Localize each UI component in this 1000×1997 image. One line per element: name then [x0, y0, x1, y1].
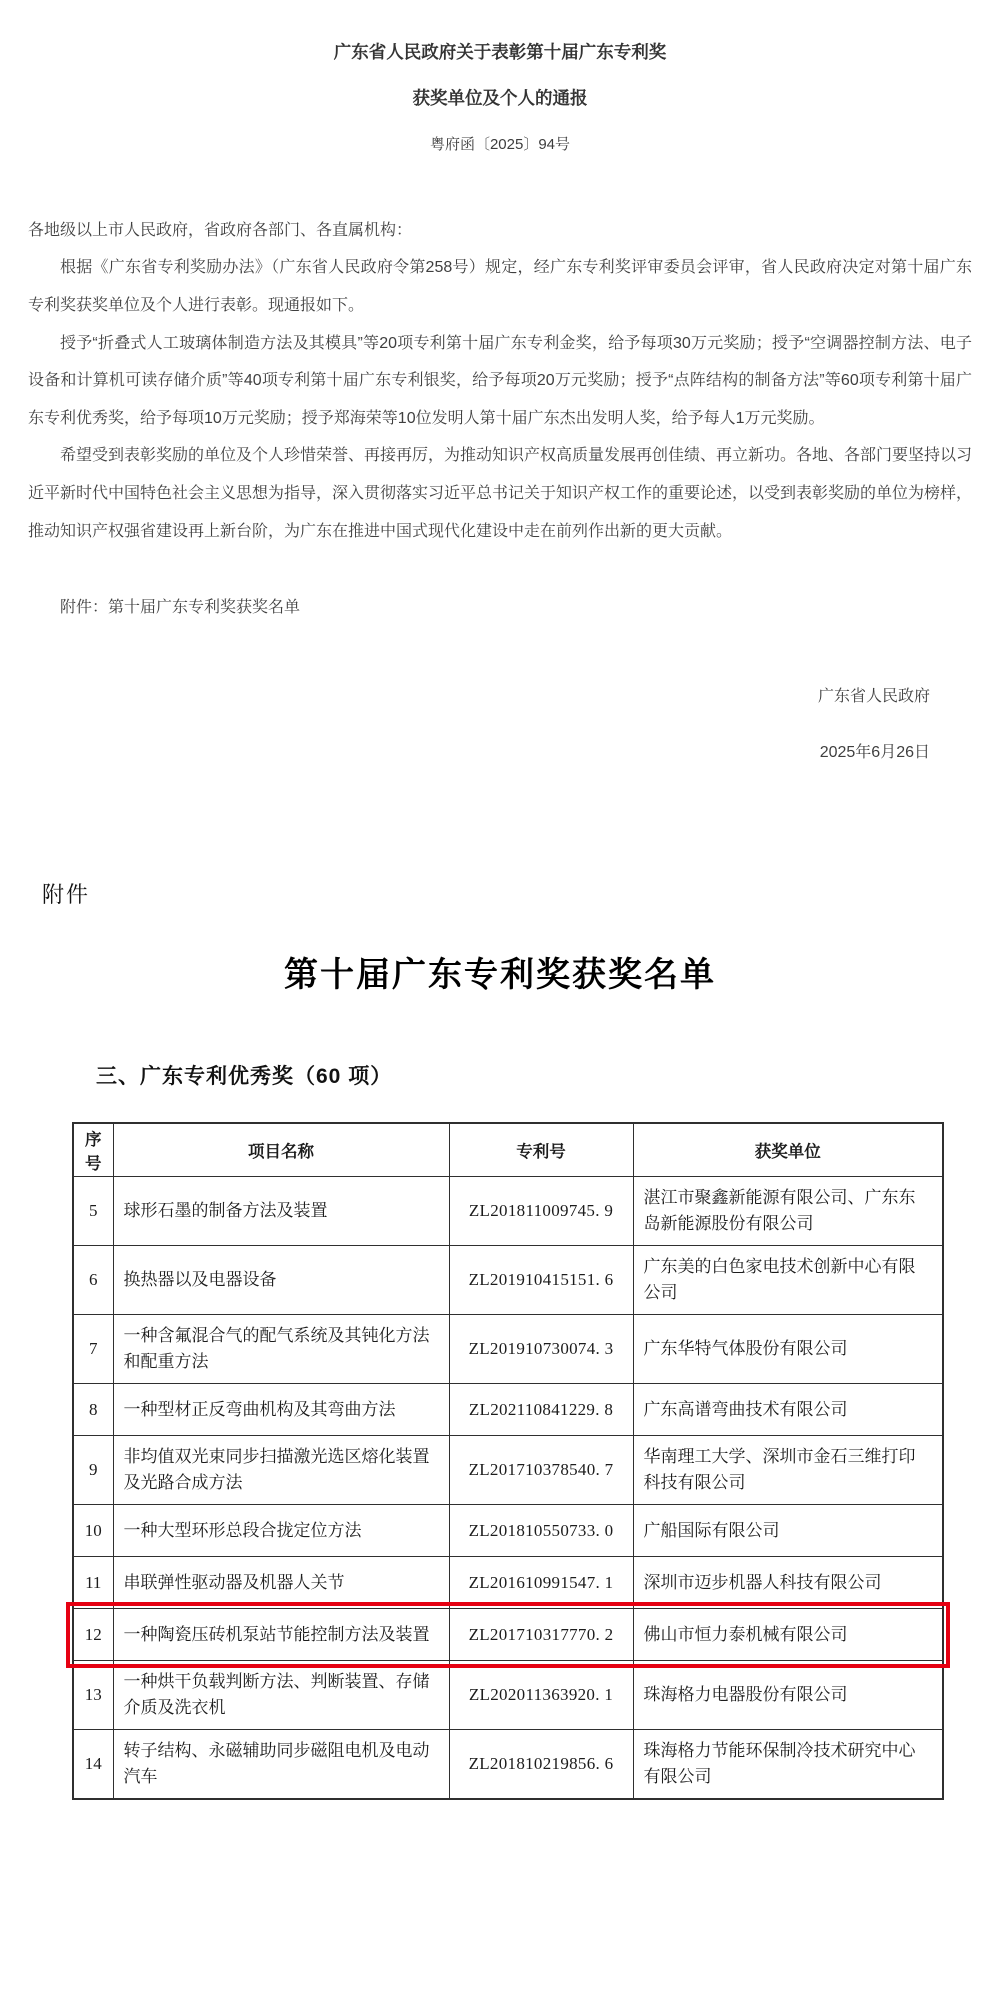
cell-project-name: 换热器以及电器设备: [113, 1246, 449, 1315]
cell-patent-number: ZL201910415151. 6: [449, 1246, 633, 1315]
cell-awarded-org: 珠海格力电器股份有限公司: [633, 1661, 943, 1730]
cell-serial-number: 7: [73, 1315, 113, 1384]
cell-patent-number: ZL201811009745. 9: [449, 1177, 633, 1246]
table-row: [73, 1505, 943, 1557]
issue-date: 2025年6月26日: [819, 744, 930, 762]
cell-project-name: 转子结构、永磁辅助同步磁阻电机及电动汽车: [113, 1730, 449, 1800]
attachment-note: 附件：第十届广东专利奖获奖名单: [60, 599, 301, 617]
table-row: [73, 1661, 943, 1730]
cell-awarded-org: 广东高谱弯曲技术有限公司: [633, 1384, 943, 1436]
cell-project-name: 非均值双光束同步扫描激光选区熔化装置及光路合成方法: [113, 1436, 449, 1505]
cell-awarded-org: 广船国际有限公司: [633, 1505, 943, 1557]
cell-serial-number: 5: [73, 1177, 113, 1246]
cell-serial-number: 14: [73, 1730, 113, 1800]
col-header-project: 项目名称: [113, 1123, 449, 1177]
cell-patent-number: ZL202110841229. 8: [449, 1384, 633, 1436]
cell-patent-number: ZL201810219856. 6: [449, 1730, 633, 1800]
cell-awarded-org: 湛江市聚鑫新能源有限公司、广东东岛新能源股份有限公司: [633, 1177, 943, 1246]
cell-serial-number: 11: [73, 1557, 113, 1609]
cell-serial-number: 9: [73, 1436, 113, 1505]
body-paragraph-2: 授予“折叠式人工玻璃体制造方法及其模具”等20项专利第十届广东专利金奖，给予每项30万元奖励；授予“空调器控制方法、电子设备和计算机可读存储介质”等40项专利第十届广东专利银奖，给予每项20万元奖励；授予“点阵结构的制备方法”等60项专利第十届广东专利优秀奖，给予每项10万元奖励；授予郑海荣等10位发明人第十届广东杰出发明人奖，给予每人1万元奖励。: [28, 334, 972, 427]
appendix-label: 附件: [42, 882, 91, 908]
doc-body: [28, 212, 972, 550]
table-row: [73, 1177, 943, 1246]
cell-awarded-org: 深圳市迈步机器人科技有限公司: [633, 1557, 943, 1609]
cell-project-name: 一种含氟混合气的配气系统及其钝化方法和配重方法: [113, 1315, 449, 1384]
cell-awarded-org: 广东华特气体股份有限公司: [633, 1315, 943, 1384]
cell-serial-number: 12: [73, 1609, 113, 1661]
cell-project-name: 球形石墨的制备方法及装置: [113, 1177, 449, 1246]
cell-patent-number: ZL202011363920. 1: [449, 1661, 633, 1730]
awards-table-body: [73, 1177, 943, 1800]
cell-serial-number: 6: [73, 1246, 113, 1315]
header-row: [73, 1123, 943, 1177]
col-header-no: 序号: [73, 1123, 113, 1177]
appendix-title: 第十届广东专利奖获奖名单: [284, 957, 716, 995]
cell-patent-number: ZL201610991547. 1: [449, 1557, 633, 1609]
cell-patent-number: ZL201810550733. 0: [449, 1505, 633, 1557]
table-row: [73, 1246, 943, 1315]
cell-patent-number: ZL201910730074. 3: [449, 1315, 633, 1384]
table-row-highlighted: [73, 1609, 943, 1661]
col-header-patent: 专利号: [449, 1123, 633, 1177]
cell-serial-number: 8: [73, 1384, 113, 1436]
section-heading-excellence-award: 三、广东专利优秀奖（60 项）: [96, 1065, 393, 1089]
cell-project-name: 一种烘干负载判断方法、判断装置、存储介质及洗衣机: [113, 1661, 449, 1730]
cell-patent-number: ZL201710378540. 7: [449, 1436, 633, 1505]
cell-project-name: 串联弹性驱动器及机器人关节: [113, 1557, 449, 1609]
table-row: [73, 1436, 943, 1505]
signature-block: [28, 683, 972, 762]
awards-table-header: [73, 1123, 943, 1177]
cell-awarded-org: 佛山市恒力泰机械有限公司: [633, 1609, 943, 1661]
doc-number: 粤府函〔2025〕94号: [429, 135, 571, 153]
cell-awarded-org: 珠海格力节能环保制冷技术研究中心有限公司: [633, 1730, 943, 1800]
salutation-line: 各地级以上市人民政府，省政府各部门、各直属机构：: [28, 221, 413, 239]
table-row: [73, 1384, 943, 1436]
cell-awarded-org: 华南理工大学、深圳市金石三维打印科技有限公司: [633, 1436, 943, 1505]
cell-project-name: 一种陶瓷压砖机泵站节能控制方法及装置: [113, 1609, 449, 1661]
table-row: [73, 1557, 943, 1609]
awards-table: [72, 1122, 944, 1800]
cell-serial-number: 13: [73, 1661, 113, 1730]
cell-project-name: 一种型材正反弯曲机构及其弯曲方法: [113, 1384, 449, 1436]
doc-title-line1: 广东省人民政府关于表彰第十届广东专利奖: [333, 42, 667, 62]
table-row: [73, 1315, 943, 1384]
appendix-section: [28, 878, 972, 1800]
cell-patent-number: ZL201710317770. 2: [449, 1609, 633, 1661]
cell-awarded-org: 广东美的白色家电技术创新中心有限公司: [633, 1246, 943, 1315]
col-header-org: 获奖单位: [633, 1123, 943, 1177]
body-paragraph-3: 希望受到表彰奖励的单位及个人珍惜荣誉、再接再厉，为推动知识产权高质量发展再创佳绩、再立新功。各地、各部门要坚持以习近平新时代中国特色社会主义思想为指导，深入贯彻落实习近平总书记关于知识产权工作的重要论述，以受到表彰奖励的单位为榜样，推动知识产权强省建设再上新台阶，为广东在推进中国式现代化建设中走在前列作出新的更大贡献。: [28, 447, 973, 540]
cell-project-name: 一种大型环形总段合拢定位方法: [113, 1505, 449, 1557]
cell-serial-number: 10: [73, 1505, 113, 1557]
body-paragraph-1: 根据《广东省专利奖励办法》（广东省人民政府令第258号）规定，经广东专利奖评审委员会评审，省人民政府决定对第十届广东专利奖获奖单位及个人进行表彰。现通报如下。: [28, 259, 972, 314]
issuing-authority: 广东省人民政府: [817, 688, 930, 706]
doc-title-line2: 获奖单位及个人的通报: [412, 87, 588, 108]
table-row: [73, 1730, 943, 1800]
